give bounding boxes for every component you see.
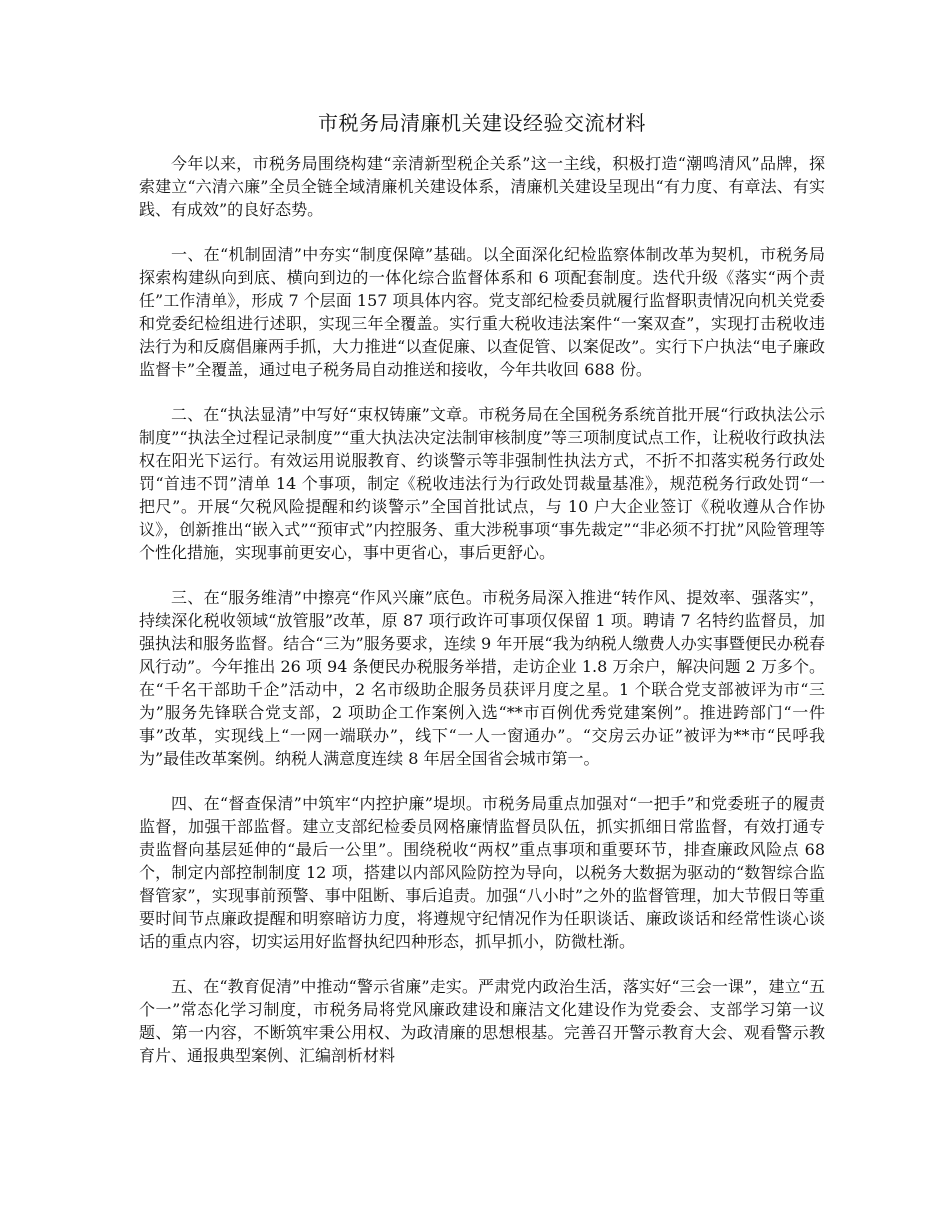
section-2-paragraph: 二、在“执法显清”中写好“束权铸廉”文章。市税务局在全国税务系统首批开展“行政执法公示制度”“执法全过程记录制度”“重大执法决定法制审核制度”等三项制度试点工作，让税收行政执法权在阳光下运行。有效运用说服教育、约谈警示等非强制性执法方式，不折不扣落实税务行政处罚“首违不罚”清单 14 个事项，制定《税收违法行为行政处罚裁量基准》，规范税务行政处罚“一把尺”。开展“欠税风险提醒和约谈警示”全国首批试点，与 10 户大企业签订《税收遵从合作协议》，创新推出“嵌入式”“预审式”内控服务、重大涉税事项“事先裁定”“非必须不打扰”风险管理等个性化措施，实现事前更安心，事中更省心，事后更舒心。 <box>139 405 825 562</box>
section-4-paragraph: 四、在“督查保清”中筑牢“内控护廉”堤坝。市税务局重点加强对“一把手”和党委班子的履责监督，加强干部监督。建立支部纪检委员网格廉情监督员队伍，抓实抓细日常监督，有效打通专责监督向基层延伸的“最后一公里”。围绕税收“两权”重点事项和重要环节，排查廉政风险点 68 个，制定内部控制制度 12 项，搭建以内部风险防控为导向，以税务大数据为驱动的“数智综合监督管家”，实现事前预警、事中阻断、事后追责。加强“八小时”之外的监督管理，加大节假日等重要时间节点廉政提醒和明察暗访力度，将遵规守纪情况作为任职谈话、廉政谈话和经常性谈心谈话的重点内容，切实运用好监督执纪四种形态，抓早抓小，防微杜渐。 <box>139 794 825 951</box>
document-title: 市税务局清廉机关建设经验交流材料 <box>318 111 646 135</box>
section-5-paragraph: 五、在“教育促清”中推动“警示省廉”走实。严肃党内政治生活，落实好“三会一课”，建立“五个一”常态化学习制度，市税务局将党风廉政建设和廉洁文化建设作为党委会、支部学习第一议题、第一内容，不断筑牢秉公用权、为政清廉的思想根基。完善召开警示教育大会、观看警示教育片、通报典型案例、汇编剖析材料 <box>139 977 825 1065</box>
section-1-paragraph: 一、在“机制固清”中夯实“制度保障”基础。以全面深化纪检监察体制改革为契机，市税务局探索构建纵向到底、横向到边的一体化综合监督体系和 6 项配套制度。迭代升级《落实“两个责任”工作清单》，形成 7 个层面 157 项具体内容。党支部纪检委员就履行监督职责情况向机关党委和党委纪检组进行述职，实现三年全覆盖。实行重大税收违法案件“一案双查”，实现打击税收违法行为和反腐倡廉两手抓，大力推进“以查促廉、以查促管、以案促改”。实行下户执法“电子廉政监督卡”全覆盖，通过电子税务局自动推送和接收，今年共收回 688 份。 <box>139 245 825 379</box>
section-3-paragraph: 三、在“服务维清”中擦亮“作风兴廉”底色。市税务局深入推进“转作风、提效率、强落实”，持续深化税收领域“放管服”改革，原 87 项行政许可事项仅保留 1 项。聘请 7 名特约监督员，加强执法和服务监督。结合“三为”服务要求，连续 9 年开展“我为纳税人缴费人办实事暨便民办税春风行动”。今年推出 26 项 94 条便民办税服务举措，走访企业 1.8 万余户，解决问题 2 万多个。在“千名干部助千企”活动中，2 名市级助企服务员获评月度之星。1 个联合党支部被评为市“三为”服务先锋联合党支部，2 项助企工作案例入选“**市百例优秀党建案例”。推进跨部门“一件事”改革，实现线上“一网一端联办”，线下“一人一窗通办”。“交房云办证”被评为**市“民呼我为”最佳改革案例。纳税人满意度连续 8 年居全国省会城市第一。 <box>139 588 825 768</box>
intro-paragraph: 今年以来，市税务局围绕构建“亲清新型税企关系”这一主线，积极打造“潮鸣清风”品牌，探索建立“六清六廉”全员全链全域清廉机关建设体系，清廉机关建设呈现出“有力度、有章法、有实践、有成效”的良好态势。 <box>139 154 825 219</box>
document-page <box>139 108 825 1067</box>
